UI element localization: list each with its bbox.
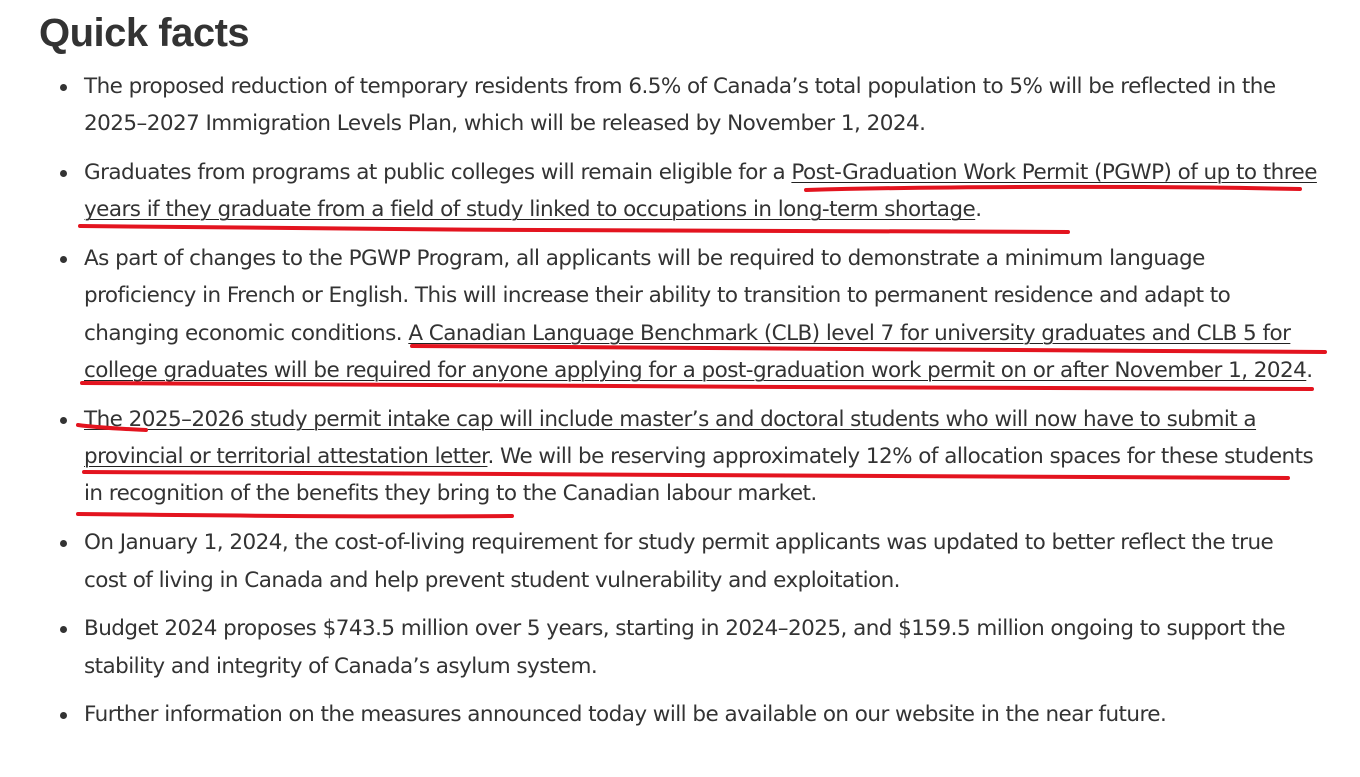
- list-item: [0, 610, 1360, 685]
- list-item: [0, 68, 1360, 143]
- highlighted-fact-text: Post-Graduation Work Permit (PGWP) of up to three years if they graduate from a field of study linked to occupations in long-term shortage: [84, 160, 1317, 223]
- fact-text: Further information on the measures announced today will be available on our website in the near future.: [84, 702, 1167, 728]
- fact-text: The proposed reduction of temporary residents from 6.5% of Canada’s total population to 5% will be reflected in the 2025–2027 Immigration Levels Plan, which will be released by November 1, 2024.: [84, 74, 1276, 137]
- fact-text: Budget 2024 proposes $743.5 million over 5 years, starting in 2024–2025, and $159.5 million ongoing to support the stability and integrity of Canada’s asylum system.: [84, 616, 1286, 679]
- fact-text: As part of changes to the PGWP Program, all applicants will be required to demonstrate a minimum language proficiency in French or English. This will increase their ability to transition to permanent residence and adapt to changing economic conditions.: [84, 246, 1231, 346]
- list-item: [0, 240, 1360, 389]
- fact-text: On January 1, 2024, the cost-of-living requirement for study permit applicants was updated to better reflect the true cost of living in Canada and help prevent student vulnerability and exploitation.: [84, 530, 1274, 593]
- fact-text: Graduates from programs at public colleges will remain eligible for a: [84, 160, 792, 186]
- highlighted-fact-text: The 2025–2026 study permit intake cap will include master’s and doctoral students who will now have to submit a provincial or territorial attestation letter: [84, 406, 1257, 470]
- fact-text: .: [1306, 358, 1313, 384]
- highlighted-fact-text: A Canadian Language Benchmark (CLB) level 7 for university graduates and CLB 5 for college graduates will be required for anyone applying for a post-graduation work permit on or after November 1, 2024: [84, 320, 1307, 384]
- list-item: [0, 154, 1360, 229]
- page-title: Quick facts: [39, 11, 250, 55]
- list-item: [0, 524, 1360, 599]
- list-item: [0, 401, 1360, 513]
- list-item: [0, 696, 1360, 733]
- fact-text: .: [975, 197, 982, 223]
- fact-text: . We will be reserving approximately 12% of allocation spaces for these students in recognition of the benefits they bring to the Canadian labour market.: [84, 444, 1314, 507]
- facts-list: [0, 68, 1360, 745]
